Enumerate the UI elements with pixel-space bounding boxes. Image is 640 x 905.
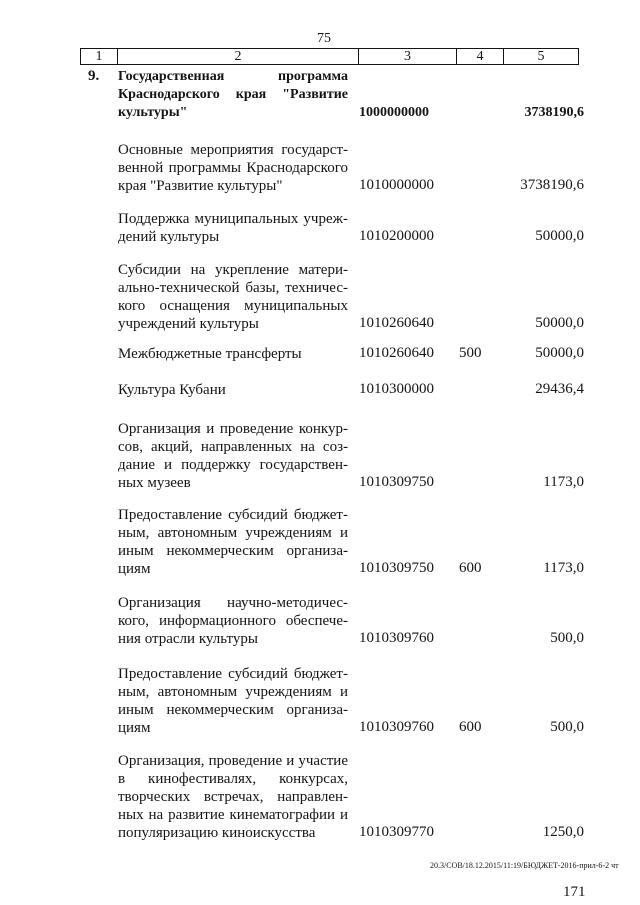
row-name-line: популяризацию киноискусства <box>118 825 316 841</box>
row-amount: 50000,0 <box>535 315 584 331</box>
row-name-line: Субсидии на укрепление матери- <box>118 262 348 278</box>
row-name-line: Культура Кубани <box>118 382 226 398</box>
row-name-line: Поддержка муниципальных учреж- <box>118 211 348 227</box>
row-name-line: Организация и проведение конкур- <box>118 421 348 437</box>
row-amount: 1173,0 <box>543 560 584 576</box>
row-name-line: ально-технической базы, техничес- <box>118 280 348 296</box>
row-name-line: дание и поддержку государствен- <box>118 457 348 473</box>
row-name <box>118 68 348 122</box>
row-name-line: ным, автономным учреждениям и <box>118 684 348 700</box>
header-col-4: 4 <box>457 49 504 64</box>
table-header <box>80 48 579 65</box>
row-name <box>118 420 348 492</box>
row-name <box>118 506 348 578</box>
row-amount: 1173,0 <box>543 474 584 490</box>
row-amount: 500,0 <box>550 719 584 735</box>
row-expense-type: 600 <box>459 719 482 735</box>
row-code: 1010260640 <box>359 345 434 361</box>
row-amount: 50000,0 <box>535 228 584 244</box>
row-number: 9. <box>88 68 100 84</box>
row-name-line: культуры" <box>118 105 188 120</box>
row-amount: 29436,4 <box>535 381 584 397</box>
row-amount: 3738190,6 <box>524 105 584 120</box>
footer-document-code: 20.3/СОВ/18.12.2015/11:19/БЮДЖЕТ-2016-прил-6-2 чт <box>430 861 619 870</box>
row-name-line: Предоставление субсидий бюджет- <box>118 666 348 682</box>
row-name <box>118 210 348 246</box>
row-name <box>118 594 348 648</box>
row-name-line: края "Развитие культуры" <box>118 178 283 194</box>
row-code: 1010309760 <box>359 719 434 735</box>
row-name <box>118 752 348 842</box>
row-name-line: кого оснащения муниципальных <box>118 298 348 314</box>
row-name-line: Организация научно-методичес- <box>118 595 348 611</box>
row-amount: 3738190,6 <box>520 177 584 193</box>
row-name-line: кого, информационного обеспече- <box>118 613 348 629</box>
row-code: 1000000000 <box>359 105 429 120</box>
row-name <box>118 381 348 399</box>
row-name-line: в кинофестивалях, конкурсах, <box>118 771 348 787</box>
row-amount: 1250,0 <box>542 824 584 840</box>
row-name <box>118 345 348 363</box>
row-name-line: Предоставление субсидий бюджет- <box>118 507 348 523</box>
header-col-2: 2 <box>118 49 359 64</box>
row-name-line: Организация, проведение и участие <box>118 753 348 769</box>
row-code: 1010309770 <box>359 824 434 840</box>
header-col-1: 1 <box>81 49 118 64</box>
row-expense-type: 600 <box>459 560 482 576</box>
row-name-line: иным некоммерческим организа- <box>118 702 348 718</box>
row-code: 1010000000 <box>359 177 434 193</box>
row-amount: 50000,0 <box>535 345 584 361</box>
row-expense-type: 500 <box>459 345 482 361</box>
row-amount: 500,0 <box>550 630 584 646</box>
row-name-line: сов, акций, направленных на соз- <box>118 439 348 455</box>
row-code: 1010309760 <box>359 630 434 646</box>
row-code: 1010300000 <box>359 381 434 397</box>
bottom-page-number: 171 <box>563 884 586 900</box>
row-name-line: ния отрасли культуры <box>118 631 258 647</box>
row-name-line: Основные мероприятия государст- <box>118 142 348 158</box>
row-name-line: учреждений культуры <box>118 316 259 332</box>
row-code: 1010260640 <box>359 315 434 331</box>
row-name-line: ным, автономным учреждениям и <box>118 525 348 541</box>
row-name-line: венной программы Краснодарского <box>118 160 348 176</box>
header-col-5: 5 <box>537 49 545 64</box>
row-name <box>118 261 348 333</box>
row-name-line: творческих встречах, направлен- <box>118 789 348 805</box>
row-name-line: Государственная программа <box>118 69 348 84</box>
row-name <box>118 665 348 737</box>
row-name-line: циям <box>118 720 151 736</box>
row-name-line: Межбюджетные трансферты <box>118 346 302 362</box>
row-name-line: ных на развитие кинематографии и <box>118 807 348 823</box>
row-name-line: ных музеев <box>118 475 191 491</box>
header-col-3: 3 <box>359 49 457 64</box>
row-name-line: иным некоммерческим организа- <box>118 543 348 559</box>
row-code: 1010200000 <box>359 228 434 244</box>
row-name <box>118 141 348 195</box>
row-code: 1010309750 <box>359 560 434 576</box>
row-name-line: дений культуры <box>118 229 220 245</box>
row-code: 1010309750 <box>359 474 434 490</box>
row-name-line: циям <box>118 561 151 577</box>
page-number: 75 <box>317 31 331 46</box>
row-name-line: Краснодарского края "Развитие <box>118 87 348 102</box>
